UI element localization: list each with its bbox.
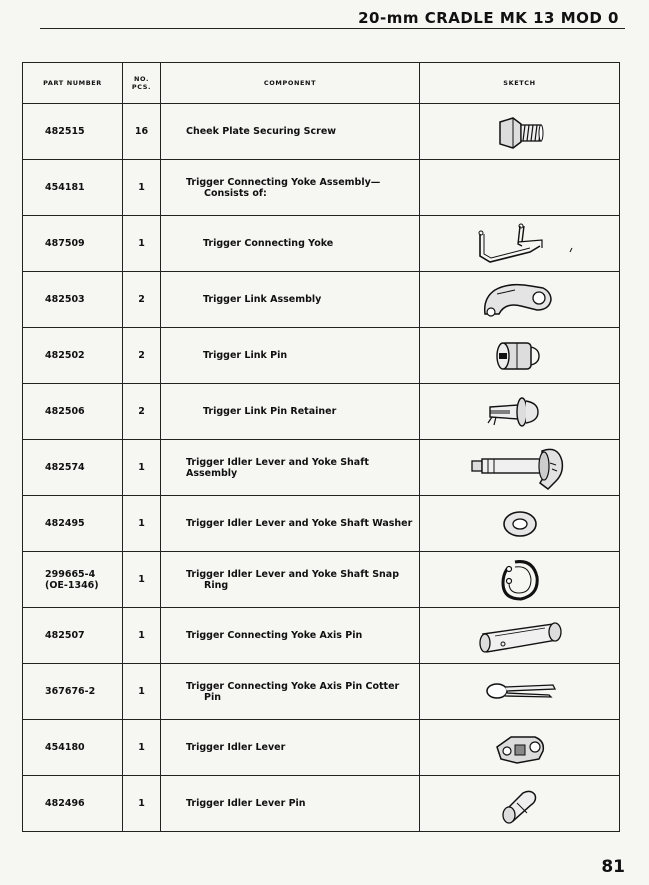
page-number: 81 <box>601 857 625 877</box>
part-number: 482506 <box>23 384 123 440</box>
parts-table <box>22 62 620 832</box>
part-number: 482503 <box>23 272 123 328</box>
quantity: 1 <box>123 720 161 776</box>
table-row <box>23 104 620 160</box>
sketch-cell <box>420 552 620 608</box>
sketch-cell <box>420 216 620 272</box>
sketch-cell <box>420 720 620 776</box>
header-rule <box>40 28 625 29</box>
lever-pin-icon <box>485 781 555 827</box>
quantity: 1 <box>123 440 161 496</box>
part-number: 482507 <box>23 608 123 664</box>
part-number: 482495 <box>23 496 123 552</box>
table-row <box>23 720 620 776</box>
sketch-cell <box>420 608 620 664</box>
table-row <box>23 384 620 440</box>
sketch-cell <box>420 384 620 440</box>
yoke-icon <box>460 220 580 268</box>
quantity: 1 <box>123 608 161 664</box>
component: Trigger Connecting Yoke Axis Pin Cotter Pin <box>161 664 420 720</box>
sketch-cell <box>420 328 620 384</box>
sketch-cell <box>420 664 620 720</box>
quantity: 2 <box>123 272 161 328</box>
component: Trigger Idler Lever and Yoke Shaft Assembly <box>161 440 420 496</box>
quantity: 1 <box>123 216 161 272</box>
component: Trigger Link Assembly <box>161 272 420 328</box>
col-header-part-number: PART NUMBER <box>23 63 123 104</box>
sketch-cell <box>420 496 620 552</box>
part-number: 367676-2 <box>23 664 123 720</box>
snap-ring-icon <box>485 555 555 605</box>
link-pin-icon <box>485 333 555 379</box>
col-header-component: COMPONENT <box>161 63 420 104</box>
table-row <box>23 496 620 552</box>
part-number: 482574 <box>23 440 123 496</box>
component: Trigger Idler Lever Pin <box>161 776 420 832</box>
hex-screw-icon <box>485 110 555 154</box>
sketch-cell <box>420 440 620 496</box>
quantity: 1 <box>123 664 161 720</box>
quantity: 2 <box>123 384 161 440</box>
part-number: 482515 <box>23 104 123 160</box>
component: Trigger Connecting Yoke Assembly— Consists of: <box>161 160 420 216</box>
page-title: 20-mm CRADLE MK 13 MOD 0 <box>358 9 619 27</box>
table-header-row <box>23 63 620 104</box>
component: Trigger Idler Lever <box>161 720 420 776</box>
quantity: 2 <box>123 328 161 384</box>
table-row <box>23 664 620 720</box>
quantity: 1 <box>123 496 161 552</box>
quantity: 1 <box>123 160 161 216</box>
component: Trigger Link Pin Retainer <box>161 384 420 440</box>
table-row <box>23 272 620 328</box>
quantity: 1 <box>123 776 161 832</box>
component: Cheek Plate Securing Screw <box>161 104 420 160</box>
table-row <box>23 328 620 384</box>
washer-icon <box>490 504 550 544</box>
component: Trigger Connecting Yoke Axis Pin <box>161 608 420 664</box>
quantity: 1 <box>123 552 161 608</box>
component: Trigger Idler Lever and Yoke Shaft Snap Ring <box>161 552 420 608</box>
part-number: 454180 <box>23 720 123 776</box>
part-number: 487509 <box>23 216 123 272</box>
table-row <box>23 552 620 608</box>
cotter-pin-icon <box>475 675 565 709</box>
part-number: 482502 <box>23 328 123 384</box>
sketch-cell <box>420 272 620 328</box>
part-number: 482496 <box>23 776 123 832</box>
table-row <box>23 776 620 832</box>
part-number: 299665-4 (OE-1346) <box>23 552 123 608</box>
quantity: 16 <box>123 104 161 160</box>
table-row <box>23 216 620 272</box>
table-row <box>23 608 620 664</box>
sketch-cell <box>420 104 620 160</box>
idler-lever-icon <box>485 725 555 771</box>
col-header-qty: NO. PCS. <box>123 63 161 104</box>
component: Trigger Connecting Yoke <box>161 216 420 272</box>
component: Trigger Link Pin <box>161 328 420 384</box>
sketch-cell <box>420 776 620 832</box>
table-row <box>23 160 620 216</box>
sketch-cell <box>420 160 620 216</box>
shaft-assembly-icon <box>460 443 580 493</box>
part-number: 454181 <box>23 160 123 216</box>
table-row <box>23 440 620 496</box>
component: Trigger Idler Lever and Yoke Shaft Washer <box>161 496 420 552</box>
col-header-sketch: SKETCH <box>420 63 620 104</box>
axis-pin-icon <box>465 614 575 658</box>
pin-retainer-icon <box>480 389 560 435</box>
link-assembly-icon <box>475 276 565 324</box>
